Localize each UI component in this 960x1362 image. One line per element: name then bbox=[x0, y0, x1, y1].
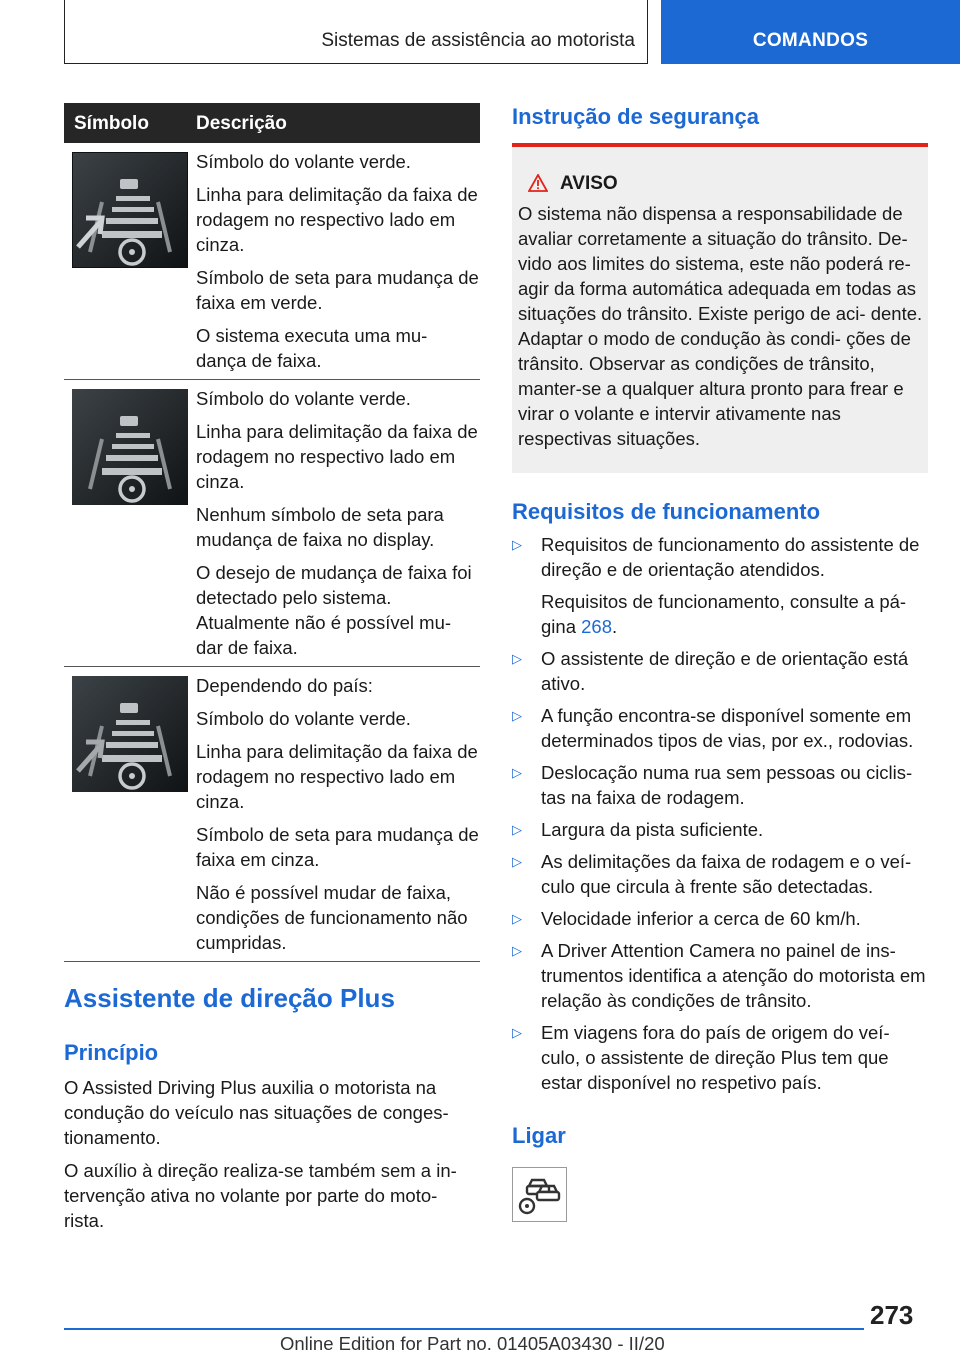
row-text: O sistema executa uma mu- dança de faixa. bbox=[196, 325, 428, 371]
list-item bbox=[512, 938, 928, 1013]
row-text: Símbolo de seta para mudança de faixa em verde. bbox=[196, 267, 479, 313]
warning-text: O sistema não dispensa a responsabilidade de avaliar corretamente a situação do trânsito. De- vido aos limites do sistema, este não poderá re- agir da forma automática adequada em todas as situações do trânsito. Existe perigo de aci- dente. Adaptar o modo de condução às condi- ções de trânsito. Observar as condições de trânsito, manter-se a qualquer altura pronto para frear e virar o volante e intervir ativamente nas respectivas situações. bbox=[518, 203, 923, 449]
row-text: Linha para delimitação da faixa de rodagem no respectivo lado em cinza. bbox=[196, 184, 478, 255]
row-text: Não é possível mudar de faixa, condições de funcionamento não cumpridas. bbox=[196, 882, 468, 953]
principle-paragraph-1: O Assisted Driving Plus auxilia o motorista na condução do veículo nas situações de conges- tionamento. bbox=[64, 1077, 449, 1148]
list-item-text: Velocidade inferior a cerca de 60 km/h. bbox=[541, 908, 861, 929]
row-text: Símbolo do volante verde. bbox=[196, 388, 411, 409]
footer-divider bbox=[64, 1328, 864, 1330]
row-text: Linha para delimitação da faixa de rodagem no respectivo lado em cinza. bbox=[196, 421, 478, 492]
list-item-text: Deslocação numa rua sem pessoas ou ciclis- tas na faixa de rodagem. bbox=[541, 762, 913, 808]
lane-change-arrow-grey-icon bbox=[72, 676, 188, 792]
ligar-heading: Ligar bbox=[512, 1123, 566, 1148]
list-item-text: Em viagens fora do país de origem do veí- culo, o assistente de direção Plus tem que estar disponível no respetivo país. bbox=[541, 1022, 890, 1093]
safety-heading: Instrução de segurança bbox=[512, 104, 759, 129]
list-item-text: Largura da pista suficiente. bbox=[541, 819, 764, 840]
bullet-triangle-icon: ▷ bbox=[512, 708, 522, 723]
bullet-triangle-icon: ▷ bbox=[512, 911, 522, 926]
list-item bbox=[512, 906, 928, 931]
row-text: Símbolo de seta para mudança de faixa em cinza. bbox=[196, 824, 479, 870]
list-item-text: A função encontra-se disponível somente em determinados tipos de vias, por ex., rodovias. bbox=[541, 705, 914, 751]
symbol-table bbox=[64, 103, 480, 962]
list-item-subtext bbox=[541, 589, 928, 639]
row-text: Símbolo do volante verde. bbox=[196, 151, 411, 172]
warning-box bbox=[512, 143, 928, 473]
section-heading: Assistente de direção Plus bbox=[64, 983, 395, 1013]
bullet-triangle-icon: ▷ bbox=[512, 1025, 522, 1040]
header-tab[interactable] bbox=[661, 0, 960, 64]
table-header-description: Descrição bbox=[196, 113, 287, 134]
header-tab-label: COMANDOS bbox=[752, 30, 869, 51]
list-item bbox=[512, 760, 928, 810]
table-row bbox=[64, 380, 480, 667]
row-text: Linha para delimitação da faixa de rodagem no respectivo lado em cinza. bbox=[196, 741, 478, 812]
list-item-text: Requisitos de funcionamento do assistente de direção e de orientação atendidos. bbox=[541, 534, 920, 580]
table-row bbox=[64, 143, 480, 380]
steering-lane-icon bbox=[72, 389, 188, 505]
principle-paragraph-2: O auxílio à direção realiza-se também sem a in- tervenção ativa no volante por parte do moto- rista. bbox=[64, 1160, 457, 1231]
bullet-triangle-icon: ▷ bbox=[512, 822, 522, 837]
warning-title bbox=[528, 173, 618, 198]
list-item-text: As delimitações da faixa de rodagem e o veí- culo que circula à frente são detectadas. bbox=[541, 851, 912, 897]
table-header bbox=[64, 103, 480, 143]
bullet-triangle-icon: ▷ bbox=[512, 537, 522, 552]
warning-triangle-icon bbox=[528, 174, 548, 198]
list-item bbox=[512, 646, 928, 696]
list-item-text: O assistente de direção e de orientação está ativo. bbox=[541, 648, 909, 694]
row-description bbox=[196, 667, 480, 967]
subtext-end: . bbox=[612, 616, 618, 637]
header-section-box bbox=[64, 0, 648, 64]
bullet-triangle-icon: ▷ bbox=[512, 765, 522, 780]
warning-label: AVISO bbox=[560, 173, 618, 194]
subtext-label: Requisitos de funcionamento, consulte a pá- gina bbox=[541, 591, 907, 637]
table-header-symbol: Símbolo bbox=[74, 113, 149, 134]
bullet-triangle-icon: ▷ bbox=[512, 854, 522, 869]
row-text: Dependendo do país: bbox=[196, 675, 373, 696]
table-row bbox=[64, 667, 480, 962]
header-section-title: Sistemas de assistência ao motorista bbox=[321, 30, 635, 51]
list-item bbox=[512, 532, 928, 639]
list-item bbox=[512, 817, 928, 842]
row-text: O desejo de mudança de faixa foi detectado pelo sistema. Atualmente não é possível mu- dar de faixa. bbox=[196, 562, 472, 658]
assisted-driving-button-icon bbox=[512, 1167, 567, 1222]
row-description bbox=[196, 380, 480, 672]
bullet-triangle-icon: ▷ bbox=[512, 651, 522, 666]
list-item bbox=[512, 1020, 928, 1095]
principle-heading: Princípio bbox=[64, 1040, 159, 1065]
row-text: Símbolo do volante verde. bbox=[196, 708, 411, 729]
lane-change-arrow-icon bbox=[72, 152, 188, 268]
list-item bbox=[512, 703, 928, 753]
list-item-text: A Driver Attention Camera no painel de ins- trumentos identifica a atenção do motorista em relação às condições de trânsito. bbox=[541, 940, 926, 1011]
bullet-triangle-icon: ▷ bbox=[512, 943, 522, 958]
page-number: 273 bbox=[870, 1300, 914, 1330]
row-description bbox=[196, 143, 480, 385]
list-item bbox=[512, 849, 928, 899]
row-text: Nenhum símbolo de seta para mudança de faixa no display. bbox=[196, 504, 444, 550]
requirements-heading: Requisitos de funcionamento bbox=[512, 499, 821, 524]
page-reference-link[interactable]: 268 bbox=[581, 616, 612, 637]
requirements-list bbox=[512, 532, 928, 1102]
footer-edition: Online Edition for Part no. 01405A03430 - II/20 bbox=[280, 1333, 665, 1354]
